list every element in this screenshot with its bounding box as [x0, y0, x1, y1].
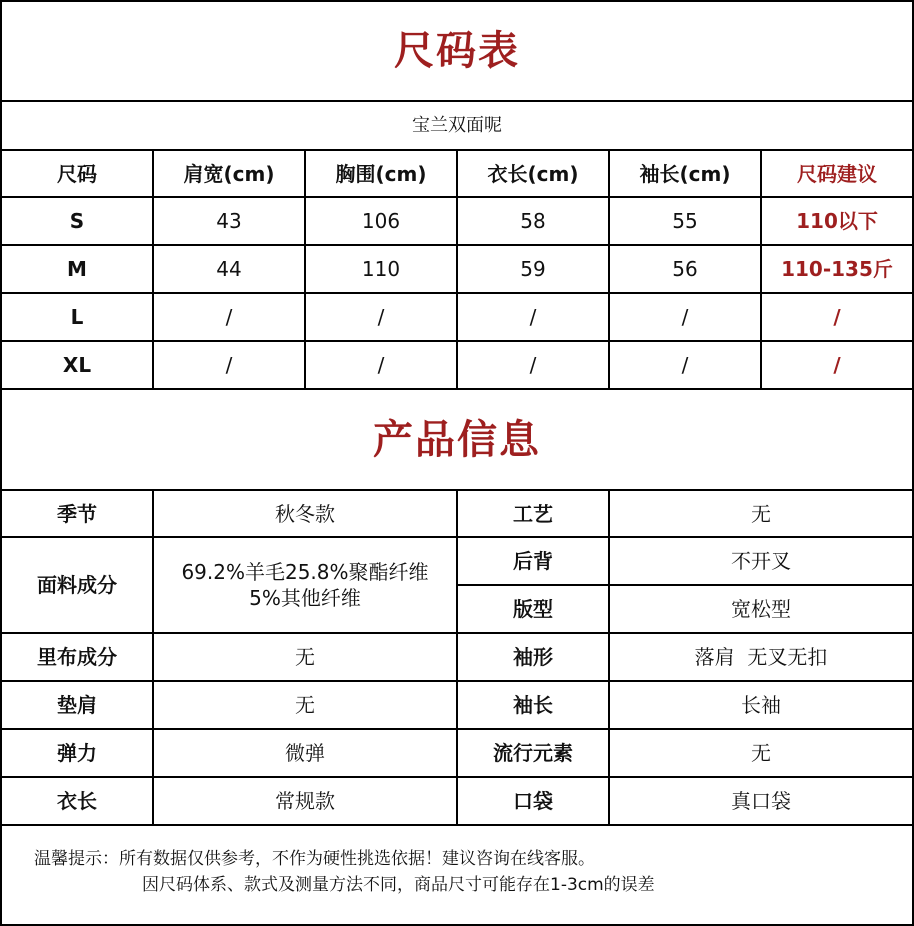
- size-label: S: [69, 209, 85, 233]
- elasticity-label: 弹力: [57, 741, 97, 765]
- notice-line1: 温馨提示：所有数据仅供参考，不作为硬性挑选依据！建议咨询在线客服。: [34, 849, 595, 869]
- recommendation-value: /: [833, 305, 841, 329]
- pocket-label: 口袋: [513, 789, 553, 813]
- product-name: 宝兰双面呢: [412, 114, 502, 136]
- chest-value: 106: [361, 209, 401, 233]
- sleeve-length-value: 长袖: [741, 693, 781, 717]
- sleeve-length-label: 袖长: [513, 693, 553, 717]
- sleeve-shape-label: 袖形: [513, 645, 553, 669]
- season-label: 季节: [57, 501, 97, 526]
- fabric-label: 面料成分: [37, 573, 117, 597]
- size-table-title: 尺码表: [394, 28, 520, 74]
- garment-length-value: 常规款: [275, 789, 335, 813]
- back-label: 后背: [513, 549, 553, 573]
- size-label: XL: [62, 353, 92, 377]
- craft-label: 工艺: [513, 501, 553, 526]
- fit-value: 宽松型: [731, 597, 791, 621]
- header-sleeve: 袖长(cm): [639, 161, 731, 186]
- length-value: 59: [520, 257, 546, 281]
- size-label: L: [70, 305, 84, 329]
- length-value: /: [529, 305, 537, 329]
- garment-length-label: 衣长: [57, 789, 97, 813]
- header-size: 尺码: [57, 161, 97, 186]
- shoulder-value: /: [225, 353, 233, 377]
- lining-value: 无: [295, 645, 315, 669]
- trend-label: 流行元素: [493, 741, 573, 765]
- shoulder-pad-value: 无: [295, 693, 315, 717]
- sleeve-value: /: [681, 305, 689, 329]
- craft-value: 无: [751, 501, 771, 526]
- fit-label: 版型: [513, 597, 553, 621]
- chest-value: 110: [361, 257, 401, 281]
- trend-value: 无: [751, 741, 771, 765]
- product-info-title: 产品信息: [373, 416, 541, 463]
- shoulder-value: 43: [216, 209, 242, 233]
- sleeve-value: /: [681, 353, 689, 377]
- recommendation-value: 110-135斤: [781, 257, 893, 281]
- back-value: 不开叉: [731, 549, 791, 573]
- pocket-value: 真口袋: [731, 789, 791, 813]
- chest-value: /: [377, 353, 385, 377]
- recommendation-value: /: [833, 353, 841, 377]
- fabric-value: [154, 538, 456, 632]
- header-length: 衣长(cm): [487, 161, 579, 186]
- length-value: /: [529, 353, 537, 377]
- recommendation-value: 110以下: [796, 209, 878, 233]
- lining-label: 里布成分: [37, 645, 117, 669]
- sleeve-value: 55: [672, 209, 698, 233]
- sleeve-shape-value: 落肩 无叉无扣: [694, 645, 828, 669]
- shoulder-value: 44: [216, 257, 242, 281]
- sleeve-value: 56: [672, 257, 698, 281]
- chest-value: /: [377, 305, 385, 329]
- notice: [34, 846, 655, 899]
- header-chest: 胸围(cm): [335, 161, 427, 186]
- shoulder-pad-label: 垫肩: [57, 693, 97, 717]
- season-value: 秋冬款: [275, 501, 335, 526]
- fabric-value-line2: 5%其他纤维: [249, 586, 361, 610]
- elasticity-value: 微弹: [285, 741, 325, 765]
- shoulder-value: /: [225, 305, 233, 329]
- header-recommendation: 尺码建议: [797, 161, 877, 186]
- length-value: 58: [520, 209, 546, 233]
- header-shoulder: 肩宽(cm): [183, 161, 275, 186]
- fabric-value-line1: 69.2%羊毛25.8%聚酯纤维: [181, 560, 429, 584]
- size-label: M: [67, 257, 87, 281]
- notice-line2: 因尺码体系、款式及测量方法不同，商品尺寸可能存在1-3cm的误差: [142, 875, 655, 896]
